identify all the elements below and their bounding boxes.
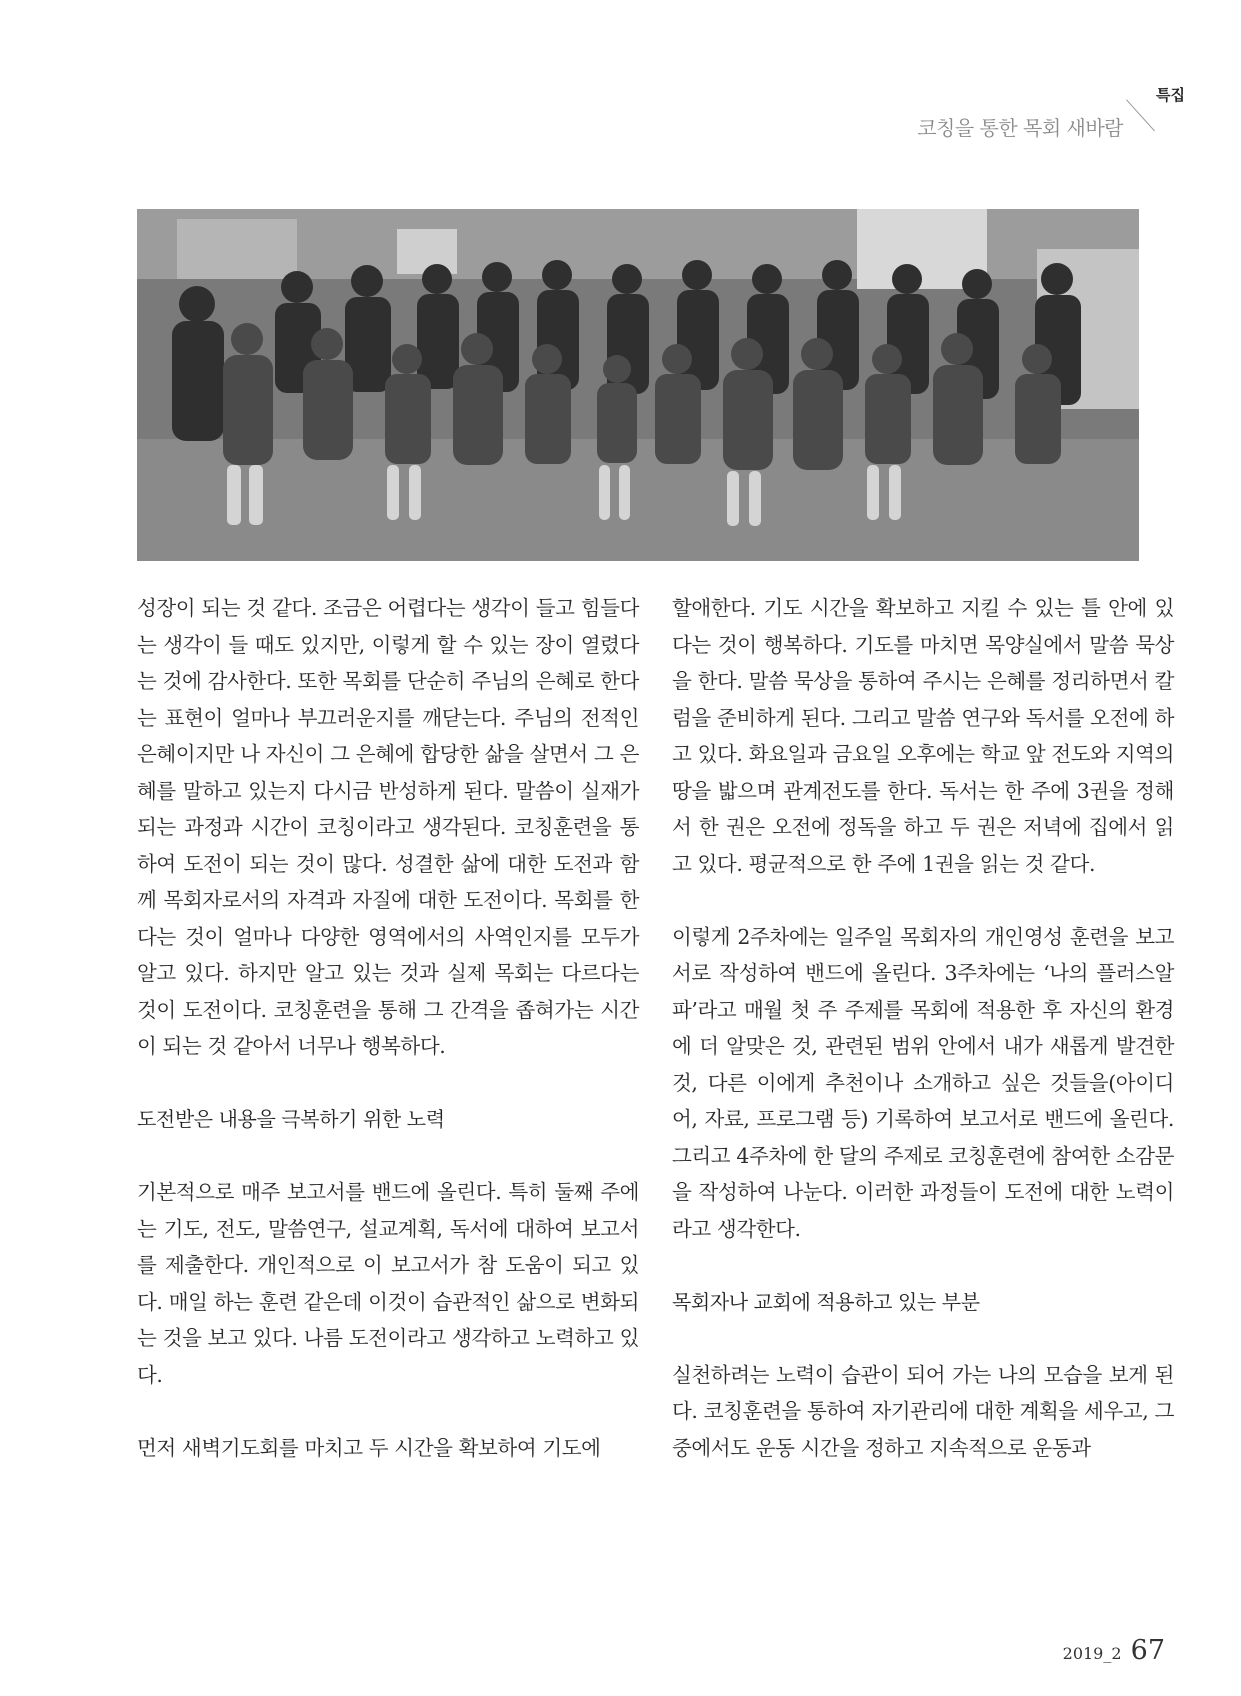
spacer	[672, 882, 1174, 919]
page-footer	[1063, 1635, 1165, 1666]
group-photo-illustration	[137, 209, 1139, 561]
right-column	[672, 590, 1174, 1466]
right-paragraph-3: 실천하려는 노력이 습관이 되어 가는 나의 모습을 보게 된다. 코칭훈련을 통하여 자기관리에 대한 계획을 세우고, 그 중에서도 운동 시간을 정하고 지속적으로 운동과	[672, 1362, 1174, 1460]
left-paragraph-1: 성장이 되는 것 같다. 조금은 어렵다는 생각이 들고 힘들다는 생각이 들 때도 있지만, 이렇게 할 수 있는 장이 열렸다는 것에 감사한다. 또한 목회를 단순히 주님의 은혜로 한다는 표현이 얼마나 부끄러운지를 깨닫는다. 주님의 전적인 은혜이지만 나 자신이 그 은혜에 합당한 삶을 살면서 그 은혜를 말하고 있는지 다시금 반성하게 된다. 말씀이 실재가 되는 과정과 시간이 코칭이라고 생각된다. 코칭훈련을 통하여 도전이 되는 것이 많다. 성결한 삶에 대한 도전과 함께 목회자로서의 자격과 자질에 대한 도전이다. 목회를 한다는 것이 얼마나 다양한 영역에서의 사역인지를 모두가 알고 있다. 하지만 알고 있는 것과 실제 목회는 다르다는 것이 도전이다. 코칭훈련을 통해 그 간격을 좁혀가는 시간이 되는 것 같아서 너무나 행복하다.	[137, 596, 639, 1058]
left-column	[137, 590, 639, 1466]
section-label: 특집	[1156, 86, 1185, 104]
spacer	[137, 1065, 639, 1102]
group-photo	[137, 209, 1139, 561]
header-divider	[1126, 99, 1155, 131]
left-paragraph-3: 먼저 새벽기도회를 마치고 두 시간을 확보하여 기도에	[137, 1435, 601, 1460]
spacer	[137, 1393, 639, 1430]
issue-label: 2019_2	[1062, 1644, 1122, 1663]
section-subtitle: 코칭을 통한 목회 새바람	[917, 116, 1123, 140]
section-heading-challenge: 도전받은 내용을 극복하기 위한 노력	[137, 1107, 445, 1131]
page-number: 67	[1130, 1635, 1165, 1666]
section-heading-application: 목회자나 교회에 적용하고 있는 부분	[672, 1289, 980, 1314]
right-paragraph-1: 할애한다. 기도 시간을 확보하고 지킬 수 있는 틀 안에 있다는 것이 행복하다. 기도를 마치면 목양실에서 말씀 묵상을 한다. 말씀 묵상을 통하여 주시는 은혜를 정리하면서 칼럼을 준비하게 된다. 그리고 말씀 연구와 독서를 오전에 하고 있다. 화요일과 금요일 오후에는 학교 앞 전도와 지역의 땅을 밟으며 관계전도를 한다. 독서는 한 주에 3권을 정해서 한 권은 오전에 정독을 하고 두 권은 저녁에 집에서 읽고 있다. 평균적으로 한 주에 1권을 읽는 것 같다.	[672, 596, 1174, 876]
left-paragraph-2: 기본적으로 매주 보고서를 밴드에 올린다. 특히 둘째 주에는 기도, 전도, 말씀연구, 설교계획, 독서에 대하여 보고서를 제출한다. 개인적으로 이 보고서가 참 도움이 되고 있다. 매일 하는 훈련 같은데 이것이 습관적인 삶으로 변화되는 것을 보고 있다. 나름 도전이라고 생각하고 노력하고 있다.	[137, 1180, 639, 1387]
spacer	[137, 1138, 639, 1175]
right-paragraph-2: 이렇게 2주차에는 일주일 목회자의 개인영성 훈련을 보고서로 작성하여 밴드에 올린다. 3주차에는 ‘나의 플러스알파’라고 매월 첫 주 주제를 목회에 적용한 후 자신의 환경에 더 알맞은 것, 관련된 범위 안에서 내가 새롭게 발견한 것, 다른 이에게 추천이나 소개하고 싶은 것들을(아이디어, 자료, 프로그램 등) 기록하여 보고서로 밴드에 올린다. 그리고 4주차에 한 달의 주제로 코칭훈련에 참여한 소감문을 작성하여 나눈다. 이러한 과정들이 도전에 대한 노력이라고 생각한다.	[672, 924, 1174, 1241]
spacer	[672, 1247, 1174, 1284]
spacer	[672, 1320, 1174, 1357]
